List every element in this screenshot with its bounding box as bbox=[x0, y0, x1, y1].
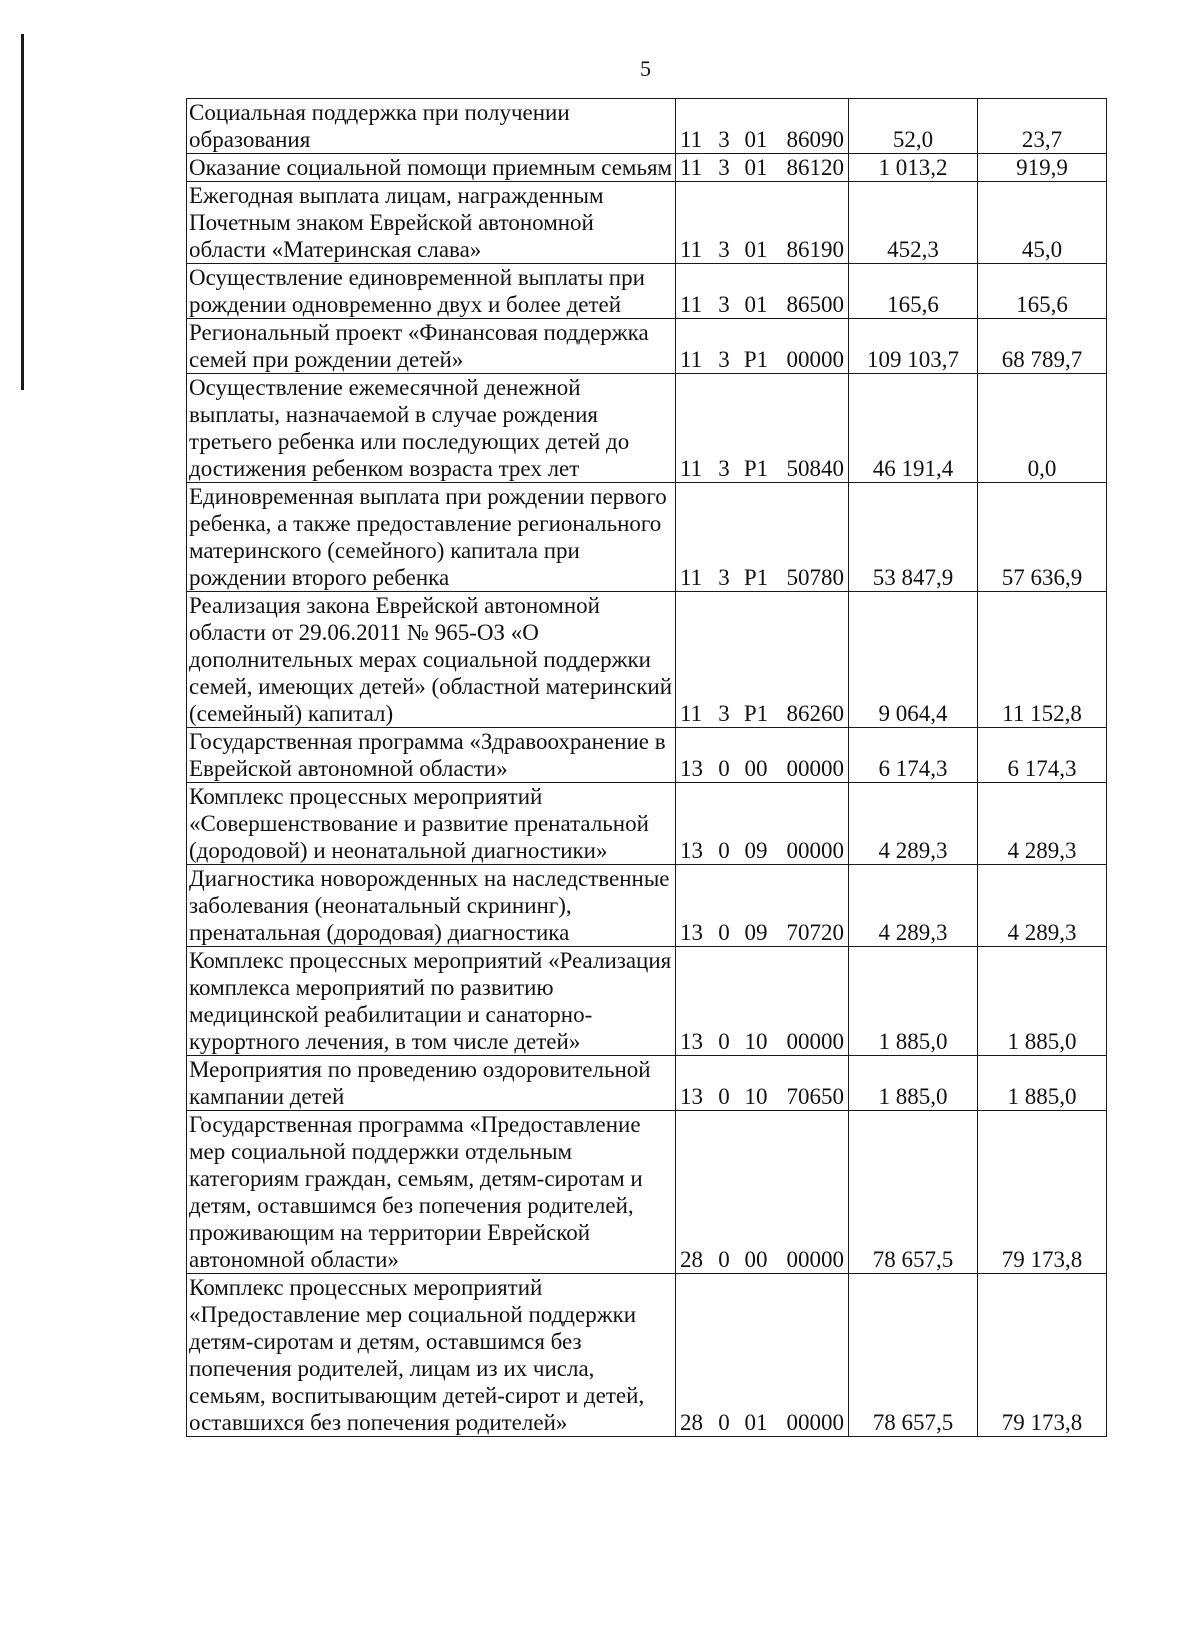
row-name: Реализация закона Еврейской автономной области от 29.06.2011 № 965-ОЗ «О дополнительных мерах социальной поддержки семей, имеющих детей» (областной материнский (семейный) капитал) bbox=[187, 592, 676, 728]
code-part: 01 bbox=[744, 292, 768, 317]
code-part: 11 bbox=[680, 292, 703, 317]
table-row bbox=[187, 783, 1107, 865]
code-part: P1 bbox=[743, 347, 769, 372]
code-part: 50780 bbox=[786, 565, 844, 590]
code-part: 01 bbox=[744, 1410, 768, 1435]
code-part: 11 bbox=[680, 347, 703, 372]
row-name: Комплекс процессных мероприятий «Реализация комплекса мероприятий по развитию медицинской реабилитации и санаторно-курортного лечения, в том числе детей» bbox=[187, 947, 676, 1056]
row-value-1: 78 657,5 bbox=[849, 1274, 978, 1437]
code-part: 0 bbox=[718, 1410, 730, 1435]
row-code bbox=[676, 264, 849, 319]
table-row bbox=[187, 182, 1107, 264]
row-code bbox=[676, 374, 849, 483]
row-value-1: 78 657,5 bbox=[849, 1111, 978, 1274]
row-value-1: 109 103,7 bbox=[849, 319, 978, 374]
row-code bbox=[676, 865, 849, 947]
code-part: 28 bbox=[680, 1410, 703, 1435]
code-part: 01 bbox=[744, 237, 768, 262]
code-part: 70650 bbox=[786, 1084, 844, 1109]
table-body bbox=[187, 99, 1107, 1437]
row-code bbox=[676, 483, 849, 592]
table-row bbox=[187, 947, 1107, 1056]
table-row bbox=[187, 99, 1107, 154]
code-part: 3 bbox=[718, 237, 730, 262]
code-part: 13 bbox=[680, 838, 703, 863]
code-part: 0 bbox=[718, 1247, 730, 1272]
row-value-2: 11 152,8 bbox=[978, 592, 1107, 728]
code-part: 86090 bbox=[786, 127, 844, 152]
row-value-2: 68 789,7 bbox=[978, 319, 1107, 374]
row-code bbox=[676, 99, 849, 154]
row-value-1: 452,3 bbox=[849, 182, 978, 264]
row-name: Государственная программа «Предоставление мер социальной поддержки отдельным категориям граждан, семьям, детям-сиротам и детям, оставшимся без попечения родителей, проживающим на территории Еврейской автономной области» bbox=[187, 1111, 676, 1274]
code-part: 11 bbox=[680, 237, 703, 262]
table-row bbox=[187, 1111, 1107, 1274]
code-part: 09 bbox=[744, 838, 768, 863]
row-name: Государственная программа «Здравоохранение в Еврейской автономной области» bbox=[187, 728, 676, 783]
row-value-2: 165,6 bbox=[978, 264, 1107, 319]
code-part: 11 bbox=[680, 701, 703, 726]
row-value-2: 919,9 bbox=[978, 154, 1107, 182]
row-name: Диагностика новорожденных на наследственные заболевания (неонатальный скрининг), пренатальная (дородовая) диагностика bbox=[187, 865, 676, 947]
code-part: 00 bbox=[744, 756, 768, 781]
row-value-1: 1 885,0 bbox=[849, 947, 978, 1056]
row-code bbox=[676, 728, 849, 783]
row-value-1: 4 289,3 bbox=[849, 783, 978, 865]
row-code bbox=[676, 1274, 849, 1437]
code-part: 50840 bbox=[786, 456, 844, 481]
code-part: 0 bbox=[718, 920, 730, 945]
row-value-1: 52,0 bbox=[849, 99, 978, 154]
row-value-2: 57 636,9 bbox=[978, 483, 1107, 592]
table-row bbox=[187, 1056, 1107, 1111]
budget-table bbox=[186, 98, 1107, 1437]
row-value-1: 1 013,2 bbox=[849, 154, 978, 182]
code-part: 00 bbox=[744, 1247, 768, 1272]
code-part: 0 bbox=[718, 756, 730, 781]
code-part: 11 bbox=[680, 155, 703, 180]
code-part: 01 bbox=[744, 155, 768, 180]
row-value-2: 0,0 bbox=[978, 374, 1107, 483]
row-name: Осуществление ежемесячной денежной выплаты, назначаемой в случае рождения третьего ребенка или последующих детей до достижения ребенком возраста трех лет bbox=[187, 374, 676, 483]
row-code bbox=[676, 783, 849, 865]
code-part: 00000 bbox=[786, 1029, 844, 1054]
code-part: 3 bbox=[718, 292, 730, 317]
code-part: 3 bbox=[718, 127, 730, 152]
table-row bbox=[187, 865, 1107, 947]
row-value-2: 6 174,3 bbox=[978, 728, 1107, 783]
row-name: Мероприятия по проведению оздоровительной кампании детей bbox=[187, 1056, 676, 1111]
row-value-2: 1 885,0 bbox=[978, 1056, 1107, 1111]
code-part: 3 bbox=[718, 565, 730, 590]
row-name: Оказание социальной помощи приемным семьям bbox=[187, 154, 676, 182]
code-part: 70720 bbox=[786, 920, 844, 945]
row-name: Региональный проект «Финансовая поддержка семей при рождении детей» bbox=[187, 319, 676, 374]
code-part: 00000 bbox=[786, 756, 844, 781]
row-code bbox=[676, 592, 849, 728]
row-value-2: 79 173,8 bbox=[978, 1111, 1107, 1274]
row-name: Единовременная выплата при рождении первого ребенка, а также предоставление регионального материнского (семейного) капитала при рождении второго ребенка bbox=[187, 483, 676, 592]
row-code bbox=[676, 1111, 849, 1274]
code-part: 09 bbox=[744, 920, 768, 945]
row-code bbox=[676, 1056, 849, 1111]
row-value-1: 4 289,3 bbox=[849, 865, 978, 947]
table-row bbox=[187, 264, 1107, 319]
row-name: Социальная поддержка при получении образования bbox=[187, 99, 676, 154]
row-name: Ежегодная выплата лицам, награжденным Почетным знаком Еврейской автономной области «Материнская слава» bbox=[187, 182, 676, 264]
code-part: 3 bbox=[718, 155, 730, 180]
row-code bbox=[676, 947, 849, 1056]
row-value-1: 1 885,0 bbox=[849, 1056, 978, 1111]
table-row bbox=[187, 1274, 1107, 1437]
code-part: 86260 bbox=[786, 701, 844, 726]
row-name: Комплекс процессных мероприятий «Совершенствование и развитие пренатальной (дородовой) и неонатальной диагностики» bbox=[187, 783, 676, 865]
code-part: 11 bbox=[680, 565, 703, 590]
code-part: 13 bbox=[680, 1084, 703, 1109]
code-part: 13 bbox=[680, 1029, 703, 1054]
row-value-2: 4 289,3 bbox=[978, 865, 1107, 947]
code-part: 0 bbox=[718, 1084, 730, 1109]
table-row bbox=[187, 374, 1107, 483]
code-part: 86120 bbox=[786, 155, 844, 180]
code-part: 10 bbox=[744, 1084, 768, 1109]
code-part: 86500 bbox=[786, 292, 844, 317]
row-code bbox=[676, 319, 849, 374]
code-part: 28 bbox=[680, 1247, 703, 1272]
code-part: P1 bbox=[743, 565, 769, 590]
table-row bbox=[187, 319, 1107, 374]
row-value-1: 53 847,9 bbox=[849, 483, 978, 592]
page-number: 5 bbox=[640, 56, 651, 81]
code-part: 0 bbox=[718, 838, 730, 863]
row-value-2: 79 173,8 bbox=[978, 1274, 1107, 1437]
row-code bbox=[676, 182, 849, 264]
table-row bbox=[187, 483, 1107, 592]
code-part: 3 bbox=[718, 456, 730, 481]
row-value-2: 4 289,3 bbox=[978, 783, 1107, 865]
row-value-2: 23,7 bbox=[978, 99, 1107, 154]
code-part: 00000 bbox=[786, 1247, 844, 1272]
code-part: P1 bbox=[743, 456, 769, 481]
row-name: Осуществление единовременной выплаты при рождении одновременно двух и более детей bbox=[187, 264, 676, 319]
row-name: Комплекс процессных мероприятий «Предоставление мер социальной поддержки детям-сиротам и детям, оставшимся без попечения родителей, лицам из их числа, семьям, воспитывающим детей-сирот и детей, оставшихся без попечения родителей» bbox=[187, 1274, 676, 1437]
row-value-1: 6 174,3 bbox=[849, 728, 978, 783]
code-part: 0 bbox=[718, 1029, 730, 1054]
row-value-1: 9 064,4 bbox=[849, 592, 978, 728]
code-part: 11 bbox=[680, 456, 703, 481]
scan-margin-bar bbox=[21, 34, 24, 390]
table-row bbox=[187, 154, 1107, 182]
row-code bbox=[676, 154, 849, 182]
code-part: 00000 bbox=[786, 347, 844, 372]
code-part: 86190 bbox=[786, 237, 844, 262]
code-part: 13 bbox=[680, 920, 703, 945]
row-value-2: 45,0 bbox=[978, 182, 1107, 264]
code-part: 11 bbox=[680, 127, 703, 152]
row-value-2: 1 885,0 bbox=[978, 947, 1107, 1056]
table-row bbox=[187, 592, 1107, 728]
code-part: 13 bbox=[680, 756, 703, 781]
row-value-1: 46 191,4 bbox=[849, 374, 978, 483]
code-part: 01 bbox=[744, 127, 768, 152]
code-part: 00000 bbox=[786, 838, 844, 863]
row-value-1: 165,6 bbox=[849, 264, 978, 319]
table-row bbox=[187, 728, 1107, 783]
code-part: 3 bbox=[718, 347, 730, 372]
code-part: 00000 bbox=[786, 1410, 844, 1435]
code-part: P1 bbox=[743, 701, 769, 726]
code-part: 10 bbox=[744, 1029, 768, 1054]
code-part: 3 bbox=[718, 701, 730, 726]
